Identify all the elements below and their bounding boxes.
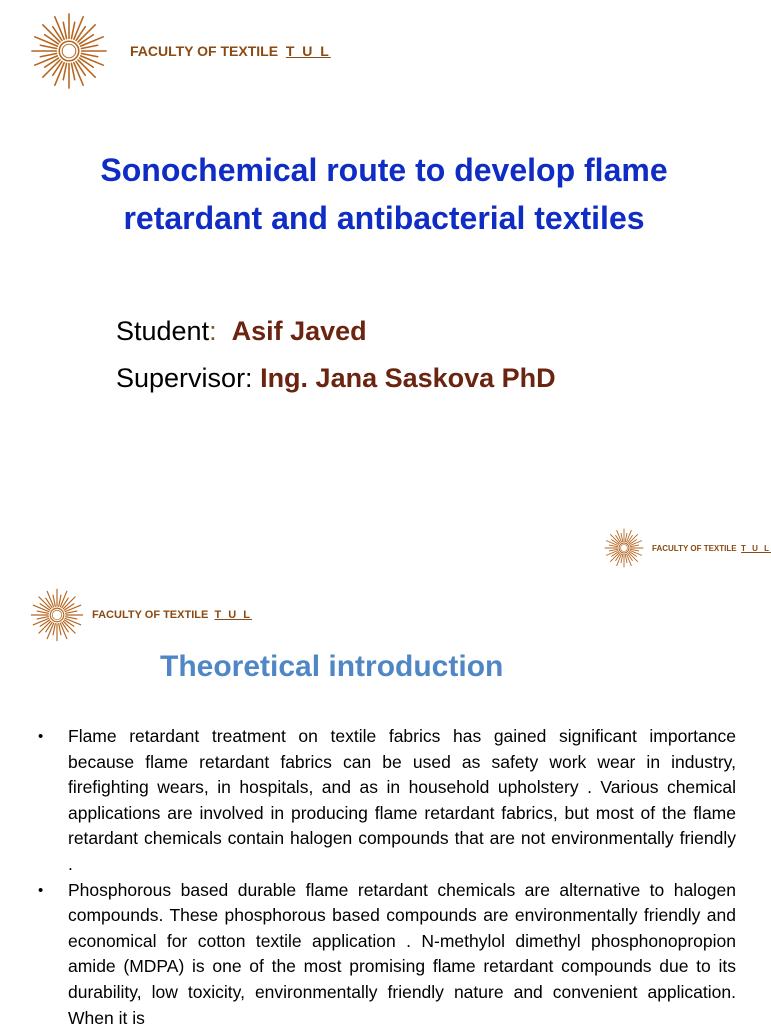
section-title: Theoretical introduction xyxy=(160,650,504,683)
sunburst-icon xyxy=(30,588,84,642)
faculty-text: FACULTY OF TEXTILE xyxy=(92,609,209,621)
list-item xyxy=(38,724,736,878)
supervisor-name: Ing. Jana Saskova PhD xyxy=(260,363,556,393)
bullet-dot: • xyxy=(38,728,44,745)
student-line xyxy=(116,316,367,347)
student-colon: : xyxy=(209,316,217,346)
university-abbr: T U L xyxy=(741,543,771,553)
university-abbr: T U L xyxy=(285,43,331,59)
sunburst-icon xyxy=(30,12,108,90)
faculty-logo xyxy=(30,12,331,90)
sunburst-icon xyxy=(604,528,644,568)
bullet-list xyxy=(38,724,736,1031)
faculty-text: FACULTY OF TEXTILE xyxy=(652,543,737,553)
student-name: Asif Javed xyxy=(231,316,367,346)
bullet-text: Phosphorous based durable flame retardant chemicals are alternative to halogen compounds. These phosphorous based compounds are environmentally friendly and economical for cotton textile application . N-methylol dimethyl phosphonopropion amide (MDPA) is one of the most promising flame retardant compounds due to its durability, low toxicity, environmentally friendly nature and convenient application. When it is xyxy=(68,879,736,1028)
student-label: Student xyxy=(116,316,210,346)
bullet-text: Flame retardant treatment on textile fabrics has gained significant importance because flame retardant fabrics can be used as safety work wear in industry, firefighting wears, in hospitals, and as in household upholstery . Various chemical applications are involved in producing flame retardant fabrics, but most of the flame retardant chemicals contain halogen compounds that are not environmentally friendly . xyxy=(68,726,736,874)
presentation-title: Sonochemical route to develop flame retardant and antibacterial textiles xyxy=(100,152,668,236)
supervisor-line xyxy=(116,363,556,394)
university-abbr: T U L xyxy=(214,609,252,621)
supervisor-label: Supervisor: xyxy=(116,363,261,393)
list-item xyxy=(38,878,736,1031)
intro-slide xyxy=(0,576,768,1028)
faculty-text: FACULTY OF TEXTILE xyxy=(130,43,279,59)
bullet-dot: • xyxy=(38,881,44,899)
faculty-logo-small xyxy=(604,528,771,568)
faculty-logo xyxy=(30,588,252,642)
